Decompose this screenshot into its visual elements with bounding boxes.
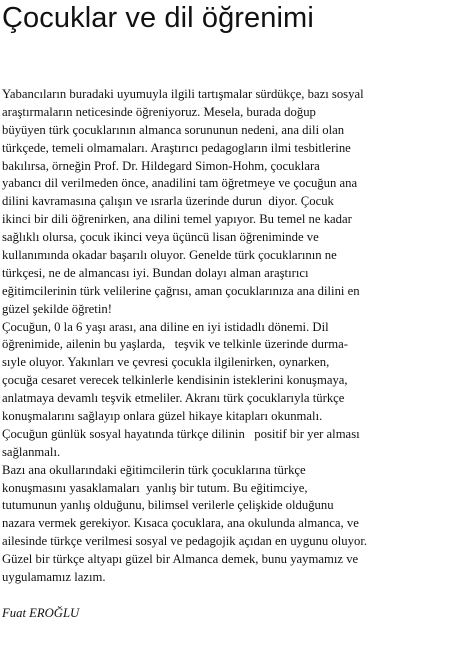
text-line: kullanımında okadar başarılı oluyor. Genelde türk çocuklarının ne — [2, 248, 337, 263]
text-line: konuşmasını yasaklamaları yanlış bir tutum. Bu eğitimciye, — [2, 480, 308, 495]
article-body — [2, 86, 454, 623]
text-line: türkçede, temeli olmamaları. Araştırıcı pedagogların ilmi tesbitlerine — [2, 140, 351, 155]
text-line: Güzel bir türkçe altyapı güzel bir Almanca demek, bunu yaymamız ve — [2, 552, 359, 567]
text-line: tutumunun yanlış olduğunu, bilimsel verilerle çelişkide olduğunu — [2, 498, 334, 513]
text-line: büyüyen türk çocuklarının almanca sorununun nedeni, ana dili olan — [2, 122, 345, 137]
article-title: Çocuklar ve dil öğrenimi — [2, 2, 314, 34]
text-line: çocuğa cesaret verecek telkinlerle kendisinin isteklerini konuşmaya, — [2, 373, 348, 388]
text-line: sıyle oluyor. Yakınları ve çevresi çocukla ilgilenirken, oynarken, — [2, 355, 330, 370]
spacer — [2, 587, 454, 605]
text-line: bakılırsa, örneğin Prof. Dr. Hildegard Simon-Hohm, çocuklara — [2, 158, 320, 173]
text-line: Yabancıların buradaki uyumuyla ilgili tartışmalar sürdükçe, bazı sosyal — [2, 87, 364, 101]
text-line: Çocuğun, 0 la 6 yaşı arası, ana diline en iyi istidadlı dönemi. Dil — [2, 319, 329, 334]
text-line: güzel şekilde öğretin! — [2, 301, 112, 316]
text-line: sağlanmalı. — [2, 444, 61, 459]
text-line: dilini kavramasına çalışın ve ısrarla üzerinde durun diyor. Çocuk — [2, 194, 334, 209]
text-line: Çocuğun günlük sosyal hayatında türkçe dilinin positif bir yer alması — [2, 426, 360, 441]
text-line: ailesinde türkçe verilmesi sosyal ve pedagojik açıdan en uygunu oluyor. — [2, 534, 368, 549]
author-signature: Fuat EROĞLU — [2, 605, 80, 620]
text-line: türkçesi, ne de almancası iyi. Bundan dolayı alman araştırıcı — [2, 265, 309, 280]
paragraph-1 — [2, 86, 454, 319]
text-line: sağlıklı olursa, çocuk ikinci veya üçüncü lisan öğreniminde ve — [2, 230, 319, 245]
paragraph-3 — [2, 462, 454, 587]
text-line: anlatmaya devamlı teşvik etmeliler. Akranı türk çocuklarıyla türkçe — [2, 391, 345, 406]
text-line: öğrenimide, ailenin bu yaşlarda, teşvik ve telkinle üzerinde durma- — [2, 337, 348, 352]
paragraph-2 — [2, 319, 454, 462]
text-line: eğitimcilerinin türk velilerine çağrısı, aman çocuklarınıza ana dilini en — [2, 283, 360, 298]
text-line: yabancı dil verilmeden önce, anadilini tam öğretmeye ve çocuğun ana — [2, 176, 358, 191]
text-line: ikinci bir dili öğrenirken, ana dilini temel yapıyor. Bu temel ne kadar — [2, 212, 352, 227]
text-line: araştırmaların neticesinde öğreniyoruz. Mesela, burada doğup — [2, 104, 316, 119]
text-line: konuşmalarını sağlayıp onlara güzel hikaye kitapları okunmalı. — [2, 409, 323, 424]
text-line: nazara vermek gerekiyor. Kısaca çocuklara, ana okulunda almanca, ve — [2, 516, 359, 531]
text-line: uygulamamız lazım. — [2, 570, 106, 585]
text-line: Bazı ana okullarındaki eğitimcilerin türk çocuklarına türkçe — [2, 462, 306, 477]
